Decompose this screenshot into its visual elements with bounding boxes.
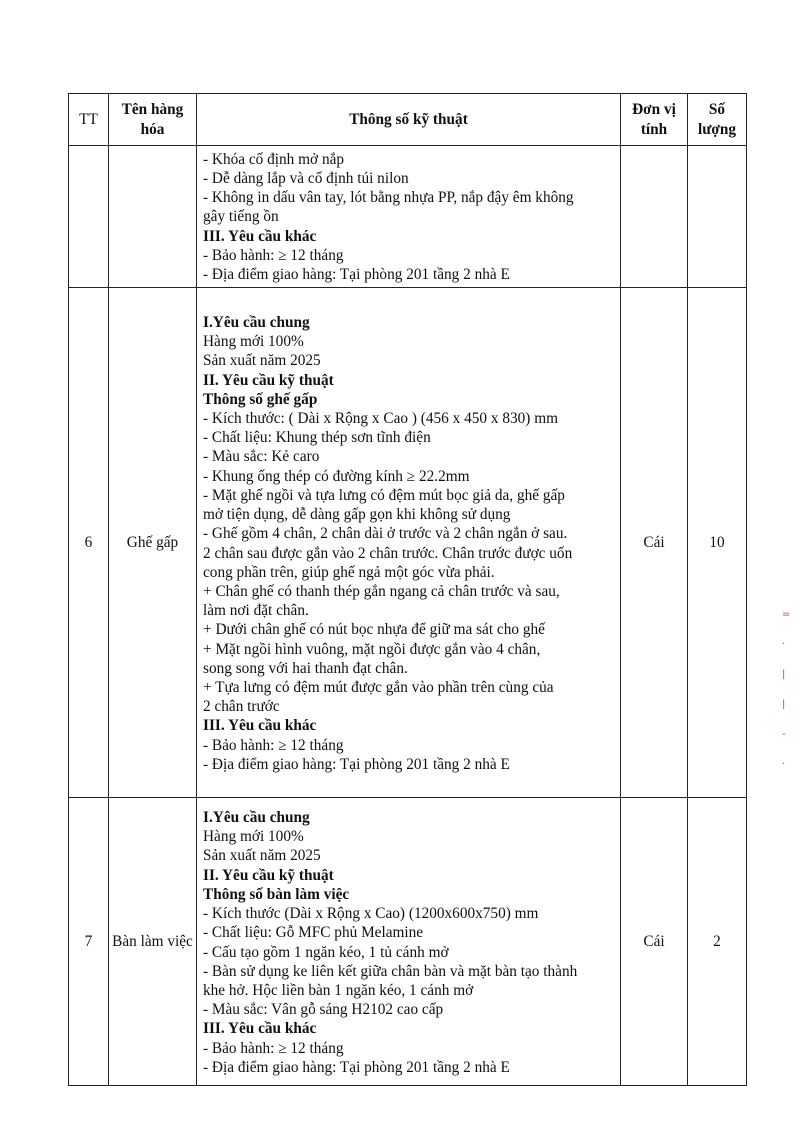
spec-line: khe hở. Hộc liền bàn 1 ngăn kéo, 1 cánh mở xyxy=(203,981,474,999)
spec-line: - Bảo hành: ≥ 12 tháng xyxy=(203,246,344,264)
spec-line: gây tiếng ồn xyxy=(203,208,279,226)
spec-line: - Khóa cố định mở nắp xyxy=(203,150,345,168)
spec-heading: II. Yêu cầu kỹ thuật xyxy=(203,866,334,884)
spec-line: + Mặt ngồi hình vuông, mặt ngồi được gắn vào 4 chân, xyxy=(203,640,541,658)
cell-qty: 10 xyxy=(688,288,747,798)
spec-line: - Địa điểm giao hàng: Tại phòng 201 tầng 2 nhà E xyxy=(203,1058,510,1076)
cell-name xyxy=(109,146,197,288)
spec-line: làm nơi đặt chân. xyxy=(203,602,309,620)
spec-line: - Bảo hành: ≥ 12 tháng xyxy=(203,736,344,754)
table-row-continued xyxy=(69,146,747,288)
spec-line: - Màu sắc: Kẻ caro xyxy=(203,448,320,466)
spec-heading: I.Yêu cầu chung xyxy=(203,809,310,827)
spec-line: - Kích thước: ( Dài x Rộng x Cao ) (456 x 450 x 830) mm xyxy=(203,410,558,428)
cell-tt xyxy=(69,146,109,288)
cell-unit: Cái xyxy=(621,288,688,798)
spec-line: mở tiện dụng, dễ dàng gấp gọn khi không sử dụng xyxy=(203,506,511,524)
spec-line: + Tựa lưng có đệm mút được gắn vào phần trên cùng của xyxy=(203,678,554,696)
spec-line: - Kích thước (Dài x Rộng x Cao) (1200x600x750) mm xyxy=(203,905,539,923)
header-name: Tên hàng hóa xyxy=(109,94,197,146)
spec-line: - Bàn sử dụng ke liên kết giữa chân bàn và mặt bàn tạo thành xyxy=(203,962,578,980)
spec-line: - Cấu tạo gồm 1 ngăn kéo, 1 tủ cánh mở xyxy=(203,943,449,961)
cell-name: Bàn làm việc xyxy=(109,798,197,1086)
header-tt: TT xyxy=(69,94,109,146)
cell-tt: 7 xyxy=(69,798,109,1086)
spec-line: 2 chân sau được gắn vào 2 chân trước. Chân trước được uốn xyxy=(203,544,573,562)
spec-line: 2 chân trước xyxy=(203,698,280,716)
header-unit: Đơn vị tính xyxy=(621,94,688,146)
spec-heading: III. Yêu cầu khác xyxy=(203,1020,317,1038)
spec-heading: Thông số ghế gấp xyxy=(203,390,318,408)
spec-line: + Dưới chân ghế có nút bọc nhựa để giữ ma sát cho ghế xyxy=(203,621,545,639)
spec-line: - Địa điểm giao hàng: Tại phòng 201 tầng 2 nhà E xyxy=(203,755,510,773)
spec-line: - Ghế gồm 4 chân, 2 chân dài ở trước và 2 chân ngắn ở sau. xyxy=(203,525,568,543)
spec-line: - Bảo hành: ≥ 12 tháng xyxy=(203,1039,344,1057)
cell-spec xyxy=(197,798,621,1086)
spec-line: - Chất liệu: Gỗ MFC phủ Melamine xyxy=(203,924,424,942)
spec-line: - Địa điểm giao hàng: Tại phòng 201 tầng 2 nhà E xyxy=(203,266,510,283)
cell-qty: 2 xyxy=(688,798,747,1086)
cell-spec xyxy=(197,288,621,798)
table-header-row xyxy=(69,94,747,146)
table-row-item-7 xyxy=(69,798,747,1086)
spec-line: - Dễ dàng lắp và cố định túi nilon xyxy=(203,169,409,187)
cell-name: Ghế gấp xyxy=(109,288,197,798)
spec-heading: I.Yêu cầu chung xyxy=(203,314,310,332)
spec-line: + Chân ghế có thanh thép gắn ngang cả chân trước và sau, xyxy=(203,582,560,600)
cell-unit: Cái xyxy=(621,798,688,1086)
table-row-item-6 xyxy=(69,288,747,798)
cell-spec xyxy=(197,146,621,288)
spec-heading: III. Yêu cầu khác xyxy=(203,717,317,735)
header-spec: Thông số kỹ thuật xyxy=(197,94,621,146)
stamp-mark: = · | | - · xyxy=(782,609,791,770)
spec-line: - Màu sắc: Vân gỗ sáng H2102 cao cấp xyxy=(203,1001,444,1019)
spec-line: - Không in dấu vân tay, lót bằng nhựa PP, nắp đậy êm không xyxy=(203,189,574,207)
spec-line: song song với hai thanh đạt chân. xyxy=(203,659,408,677)
spec-line: cong phần trên, giúp ghế ngả một góc vừa phải. xyxy=(203,563,495,581)
spec-line: Sản xuất năm 2025 xyxy=(203,352,321,370)
spec-heading: Thông số bàn làm việc xyxy=(203,885,350,903)
cell-qty xyxy=(688,146,747,288)
spec-line: - Mặt ghế ngồi và tựa lưng có đệm mút bọc giả da, ghế gấp xyxy=(203,486,565,504)
spec-table xyxy=(68,93,747,1086)
header-qty: Số lượng xyxy=(688,94,747,146)
spec-line: - Khung ống thép có đường kính ≥ 22.2mm xyxy=(203,467,470,485)
spec-line: Sản xuất năm 2025 xyxy=(203,847,321,865)
spec-heading: III. Yêu cầu khác xyxy=(203,227,317,245)
spec-line: - Chất liệu: Khung thép sơn tĩnh điện xyxy=(203,429,431,447)
spec-line: Hàng mới 100% xyxy=(203,333,304,351)
spec-line: Hàng mới 100% xyxy=(203,828,304,846)
spec-heading: II. Yêu cầu kỹ thuật xyxy=(203,371,334,389)
cell-unit xyxy=(621,146,688,288)
cell-tt: 6 xyxy=(69,288,109,798)
